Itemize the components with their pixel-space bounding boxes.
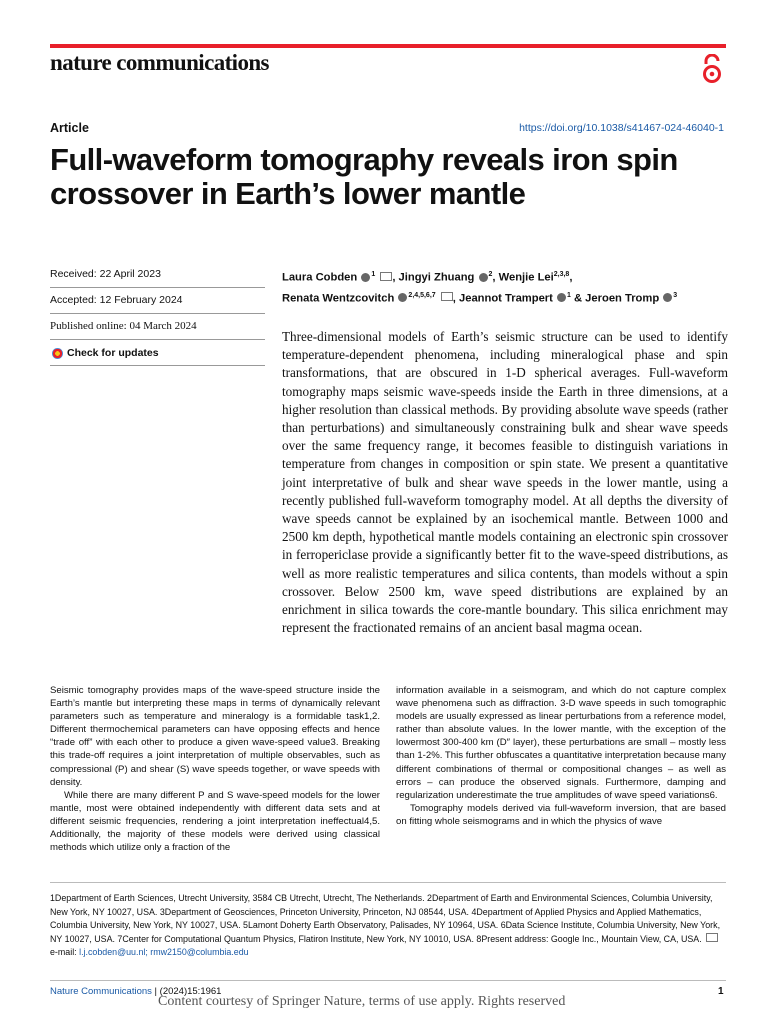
author-name[interactable]: Renata Wentzcovitch [282, 292, 395, 305]
article-type-label: Article [50, 121, 89, 135]
page-number: 1 [718, 986, 724, 997]
abstract: Three-dimensional models of Earth’s seismic structure can be used to identify temperature-dependent phenomena, including mineralogical phase and spin transformations, that are obscured in 1-D spherical averages. Full-waveform tomography maps seismic wave-speeds inside the Earth in three dimensions, at a higher resolution than classical methods. By providing absolute wave speeds (rather than perturbations) and simultaneously constraining bulk and shear wave speeds over the same frequency range, it becomes feasible to distinguish variations in temperature from changes in composition or spin state. We present a quantitative joint interpretative of bulk and shear wave speeds in the lower mantle, using a recently published full-waveform tomography model. At all depths the diversity of wave speeds cannot be explained by an isochemical mantle. Between 1000 and 2500 km depth, hypothetical mantle models containing an electronic spin crossover in ferropericlase provide a significantly better fit to the wave-speed distributions, as well as more realistic temperatures and silica contents, than models without a spin crossover. Below 2500 km, wave speed distributions are explained by an enrichment in silica towards the core-mantle boundary. This silica enrichment may represent the fractionated remains of an ancient basal magma ocean. [282, 329, 728, 636]
body-paragraph: Tomography models derived via full-waveform inversion, that are based on fitting whole seismograms and in which the physics of wave [396, 802, 726, 827]
published-date: Published online: 04 March 2024 [50, 320, 197, 332]
check-updates-icon [52, 348, 63, 359]
author-name[interactable]: & Jeroen Tromp [570, 292, 660, 305]
body-paragraph: Seismic tomography provides maps of the wave-speed structure inside the Earth’s mantle but interpreting these maps in terms of dynamically relevant parameters such as temperature and mineralogy is a formidable task1,2. Different thermochemical parameters can have opposing effects and hence “trade off” with each other to produce a given wave-speed value3. Breaking this trade-off requires a joint interpretation of multiple observables, such as compressional (P) and shear (S) wave speeds together, or wave speeds with density. [50, 685, 380, 788]
email-icon[interactable] [441, 292, 453, 301]
orcid-icon[interactable] [663, 293, 672, 302]
meta-divider [50, 365, 265, 366]
orcid-icon[interactable] [361, 273, 370, 282]
footer-volume: | (2024)15:1961 [151, 986, 222, 997]
orcid-icon[interactable] [557, 293, 566, 302]
affiliations-text: 1Department of Earth Sciences, Utrecht University, 3584 CB Utrecht, Utrecht, The Netherlands. 2Department of Earth and Environmental Sciences, Columbia University, New York, NY 10027, USA. 3Department of Geosciences, Princeton University, Princeton, NJ 08544, USA. 4Department of Applied Physics and Applied Mathematics, Columbia University, New York, NY 10027, USA. 5Lamont Doherty Earth Observatory, Palisades, NY 10964, USA. 6Data Science Institute, Columbia University, New York, NY 10027, USA. 7Center for Computational Quantum Physics, Flatiron Institute, New York, NY 10010, USA. 8Present address: Google Inc., Mountain View, CA, USA. [50, 893, 721, 944]
meta-divider [50, 339, 265, 340]
header-accent-bar [50, 44, 726, 48]
author-name[interactable]: Laura Cobden [282, 271, 358, 284]
body-paragraph: information available in a seismogram, and which do not capture complex wave phenomena such as diffraction. 3-D wave speeds in such tomographic models are usually expressed as linear perturbations from a reference model, rather than absolute values. In the lower mantle, with the exception of the lowermost 300-400 km (D″ layer), these perturbations are small – mostly less than 1-2%. This further obfuscates a quantitative interpretation because many different combinations of thermal or compositional changes – as well as errors – can produce the observed signals. Furthermore, damping and regularization underestimate the true amplitudes of wave speed variations6. [396, 685, 726, 801]
received-date: Received: 22 April 2023 [50, 268, 161, 280]
author-name[interactable]: , Jingyi Zhuang [392, 271, 475, 284]
body-paragraph: While there are many different P and S wave-speed models for the lower mantle, most were obtained independently with different data sets and at different seismic frequencies, rendering a joint interpretation ineffectual4,5. Additionally, the majority of these models were derived using classical methods which utilize only a fraction of the [50, 789, 380, 854]
courtesy-watermark: Content courtesy of Springer Nature, terms of use apply. Rights reserved [158, 994, 566, 1009]
author-name[interactable]: , Wenjie Lei [492, 271, 554, 284]
affiliations [50, 892, 726, 960]
email-icon[interactable] [380, 272, 392, 281]
author-name[interactable]: , Jeannot Trampert [452, 292, 553, 305]
author-list: Laura Cobden $^1$ , Jingyi Zhuang $^2$, Wenjie Lei$^{2,3,8}$, Renata Wentzcovitch $^{2,4,5,6,7}$ , Jeannot Trampert $^1$ & Jeroen Tromp $^3$ [282, 271, 678, 305]
orcid-icon[interactable] [398, 293, 407, 302]
article-title: Full-waveform tomography reveals iron spin crossover in Earth’s lower mantle [50, 142, 678, 211]
orcid-icon[interactable] [479, 273, 488, 282]
accepted-date: Accepted: 12 February 2024 [50, 294, 183, 306]
open-access-icon[interactable] [700, 54, 724, 84]
meta-divider [50, 313, 265, 314]
meta-divider [50, 287, 265, 288]
doi-link[interactable]: https://doi.org/10.1038/s41467-024-46040-1 [519, 122, 724, 134]
check-updates-link[interactable] [52, 347, 159, 359]
email-icon [706, 933, 718, 942]
footnote-divider [50, 882, 726, 883]
body-column-right [396, 684, 726, 828]
footer-journal-link[interactable]: Nature Communications [50, 986, 152, 997]
footer-divider [50, 980, 726, 981]
journal-name: nature communications [50, 50, 269, 75]
body-column-left [50, 684, 380, 854]
email-links[interactable]: l.j.cobden@uu.nl; rmw2150@columbia.edu [79, 947, 249, 958]
email-label: e-mail: [50, 947, 77, 958]
check-updates-label: Check for updates [67, 347, 159, 359]
